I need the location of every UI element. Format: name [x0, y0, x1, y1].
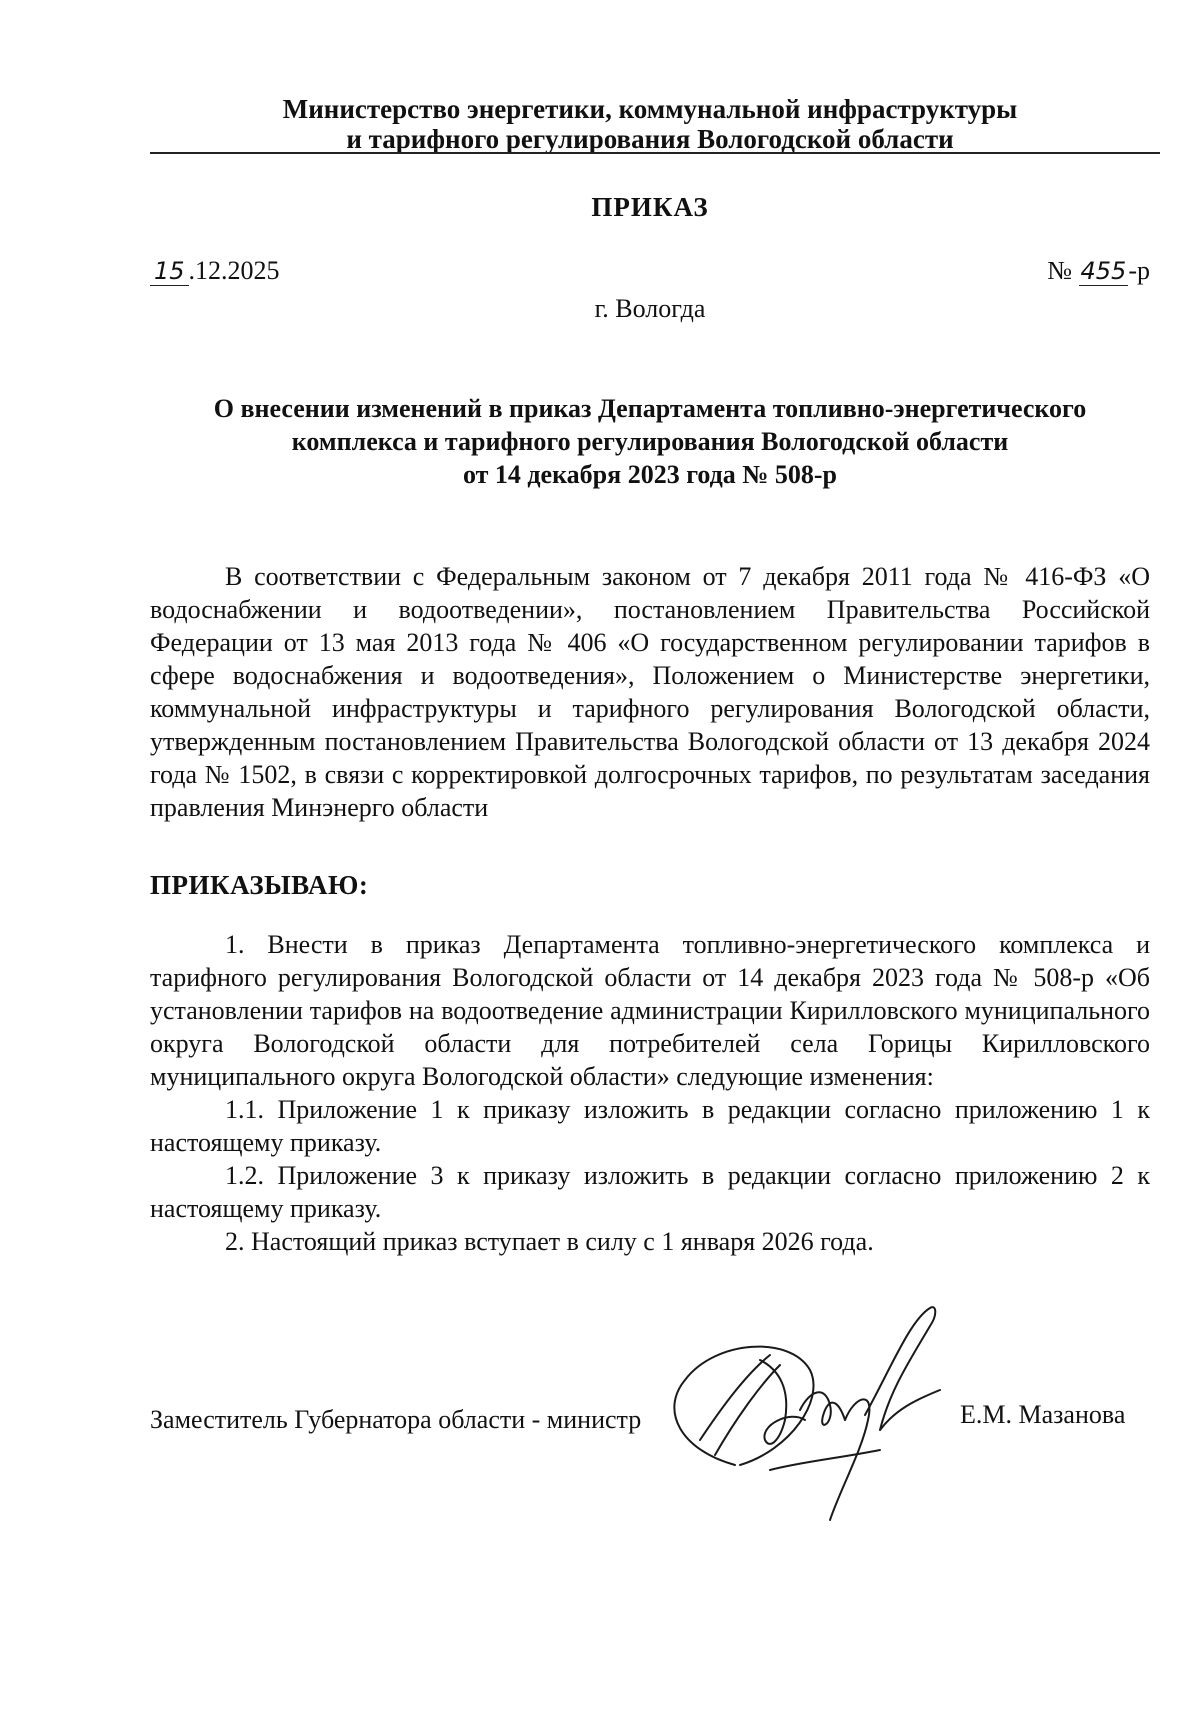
ministry-name-line-2: и тарифного регулирования Вологодской области: [346, 124, 954, 154]
document-date: [150, 256, 280, 286]
date-month-year: .12.2025: [188, 256, 280, 285]
signatory-position: Заместитель Губернатора области - министр: [150, 1405, 642, 1434]
item-2: 2. Настоящий приказ вступает в силу с 1 января 2026 года.: [225, 1227, 874, 1256]
item-1-2: 1.2. Приложение 3 к приказу изложить в редакции согласно приложению 2 к настоящему приказу.: [150, 1161, 1150, 1223]
item-1: 1. Внести в приказ Департамента топливно-энергетического комплекса и тарифного регулирования Вологодской области от 14 декабря 2023 года № 508-р «Об установлении тарифов на водоотведение администрации Кирилловского муниципального округа Вологодской области для потребителей села Горицы Кирилловского муниципального округа Вологодской области» следующие изменения:: [150, 930, 1150, 1091]
handwritten-day: 15: [150, 257, 189, 286]
title-line-3: от 14 декабря 2023 года № 508-р: [462, 460, 838, 489]
city: г. Вологда: [594, 294, 706, 323]
handwritten-number: 455: [1080, 257, 1127, 285]
ministry-name-line-1: Министерство энергетики, коммунальной инфраструктуры: [282, 94, 1018, 124]
document-type: ПРИКАЗ: [591, 192, 709, 222]
order-items: [150, 928, 1150, 1258]
order-word: ПРИКАЗЫВАЮ:: [150, 870, 369, 900]
header-divider: [150, 152, 1160, 154]
number-suffix: -р: [1128, 256, 1150, 285]
preamble-text: В соответствии с Федеральным законом от 7 декабря 2011 года № 416-ФЗ «О водоснабжении и водоотведении», постановлением Правительства Российской Федерации от 13 мая 2013 года № 406 «О государственном регулировании тарифов в сфере водоснабжения и водоотведения», Положением о Министерстве энергетики, коммунальной инфраструктуры и тарифного регулирования Вологодской области, утвержденным постановлением Правительства Вологодской области от 13 декабря 2024 года № 1502, в связи с корректировкой долгосрочных тарифов, по результатам заседания правления Минэнерго области: [150, 562, 1150, 822]
item-1-1: 1.1. Приложение 1 к приказу изложить в редакции согласно приложению 1 к настоящему приказу.: [150, 1095, 1150, 1157]
document-number: [1047, 256, 1150, 286]
title-line-1: О внесении изменений в приказ Департамента топливно-энергетического: [213, 394, 1087, 423]
title-line-2: комплекса и тарифного регулирования Вологодской области: [291, 427, 1009, 456]
order-title: [150, 392, 1150, 491]
preamble: [150, 560, 1150, 824]
signatory-name: Е.М. Мазанова: [960, 1400, 1126, 1429]
handwritten-signature: [640, 1290, 950, 1530]
number-sign: №: [1047, 256, 1073, 285]
